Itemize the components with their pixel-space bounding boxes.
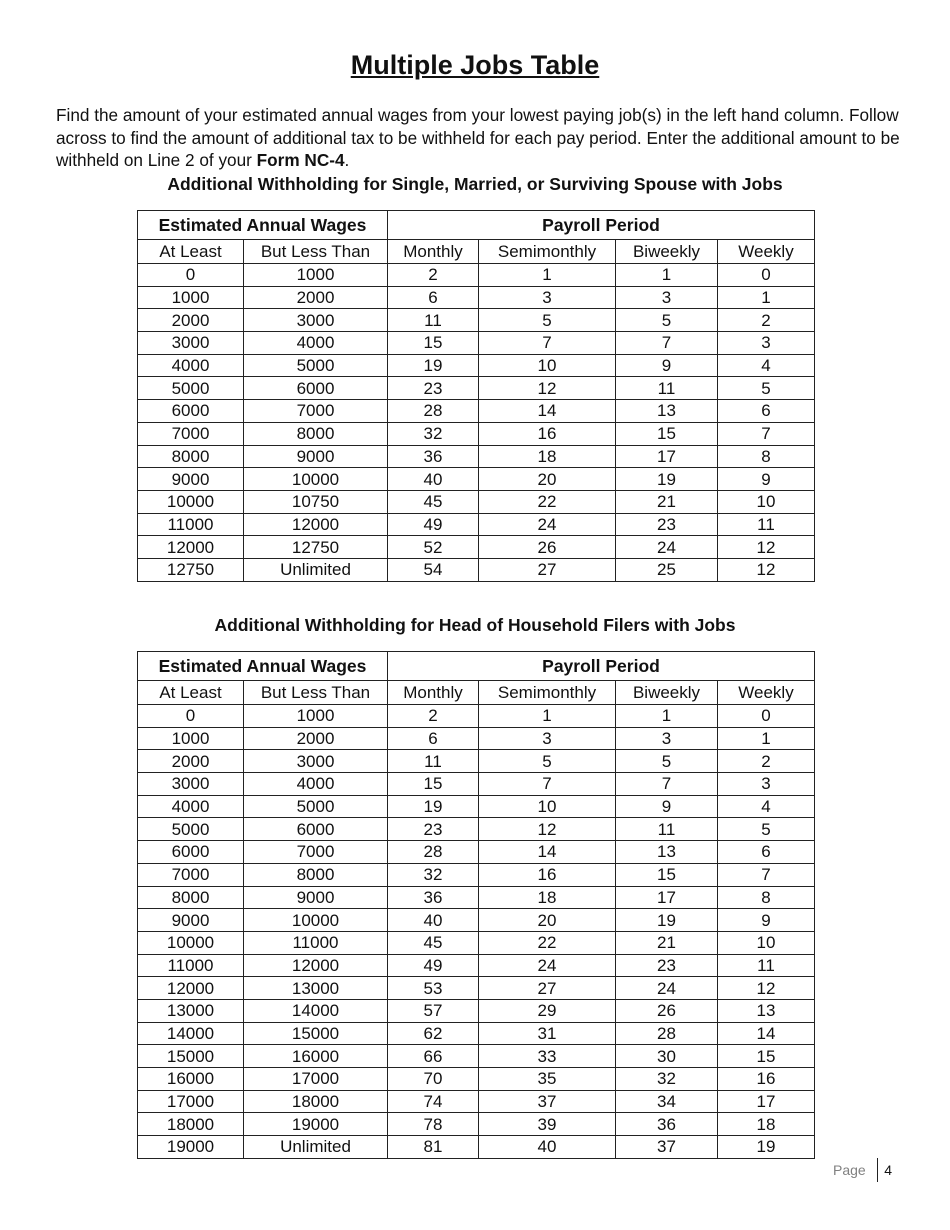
but-less-than-cell: 14000: [244, 999, 388, 1022]
but-less-than-cell: 19000: [244, 1113, 388, 1136]
estimated-annual-wages-header: Estimated Annual Wages: [138, 652, 388, 681]
group-header-row: [138, 652, 815, 681]
table-row: [138, 286, 815, 309]
semimonthly-cell: 12: [479, 377, 616, 400]
semimonthly-cell: 10: [479, 795, 616, 818]
but-less-than-cell: 3000: [244, 750, 388, 773]
but-less-than-cell: 9000: [244, 445, 388, 468]
but-less-than-cell: 5000: [244, 354, 388, 377]
but-less-than-cell: 12000: [244, 513, 388, 536]
table-row: [138, 841, 815, 864]
table-row: [138, 1136, 815, 1159]
monthly-cell: 2: [388, 264, 479, 287]
biweekly-cell: 36: [616, 1113, 718, 1136]
weekly-cell: 9: [718, 468, 815, 491]
semimonthly-cell: 26: [479, 536, 616, 559]
monthly-cell: 23: [388, 818, 479, 841]
column-header-biweekly: Biweekly: [616, 240, 718, 264]
table-row: [138, 795, 815, 818]
semimonthly-cell: 1: [479, 264, 616, 287]
but-less-than-cell: 12750: [244, 536, 388, 559]
at-least-cell: 5000: [138, 818, 244, 841]
but-less-than-cell: 17000: [244, 1068, 388, 1091]
weekly-cell: 3: [718, 332, 815, 355]
at-least-cell: 1000: [138, 286, 244, 309]
column-header-monthly: Monthly: [388, 681, 479, 705]
monthly-cell: 57: [388, 999, 479, 1022]
weekly-cell: 2: [718, 309, 815, 332]
biweekly-cell: 32: [616, 1068, 718, 1091]
table-row: [138, 999, 815, 1022]
single-married-withholding-table: [137, 210, 815, 582]
at-least-cell: 18000: [138, 1113, 244, 1136]
weekly-cell: 4: [718, 354, 815, 377]
page-divider: [877, 1158, 879, 1182]
monthly-cell: 66: [388, 1045, 479, 1068]
biweekly-cell: 5: [616, 309, 718, 332]
intro-text: Find the amount of your estimated annual wages from your lowest paying job(s) in the left hand column. Follow across to find the amount of additional tax to be withheld for each pay period. Enter the additional amount to be withheld on Line 2 of your: [56, 105, 900, 171]
biweekly-cell: 1: [616, 264, 718, 287]
column-header-at-least: At Least: [138, 240, 244, 264]
biweekly-cell: 34: [616, 1090, 718, 1113]
table-row: [138, 264, 815, 287]
weekly-cell: 7: [718, 422, 815, 445]
table-row: [138, 931, 815, 954]
semimonthly-cell: 20: [479, 468, 616, 491]
semimonthly-cell: 7: [479, 332, 616, 355]
table-row: [138, 909, 815, 932]
at-least-cell: 12000: [138, 536, 244, 559]
monthly-cell: 36: [388, 886, 479, 909]
table-row: [138, 705, 815, 728]
biweekly-cell: 9: [616, 795, 718, 818]
weekly-cell: 8: [718, 445, 815, 468]
but-less-than-cell: 6000: [244, 377, 388, 400]
but-less-than-cell: 1000: [244, 264, 388, 287]
monthly-cell: 11: [388, 309, 479, 332]
at-least-cell: 1000: [138, 727, 244, 750]
weekly-cell: 3: [718, 773, 815, 796]
semimonthly-cell: 35: [479, 1068, 616, 1091]
column-header-but-less-than: But Less Than: [244, 681, 388, 705]
biweekly-cell: 28: [616, 1022, 718, 1045]
column-header-weekly: Weekly: [718, 240, 815, 264]
biweekly-cell: 15: [616, 422, 718, 445]
weekly-cell: 12: [718, 558, 815, 581]
table-row: [138, 468, 815, 491]
monthly-cell: 81: [388, 1136, 479, 1159]
biweekly-cell: 11: [616, 377, 718, 400]
semimonthly-cell: 3: [479, 286, 616, 309]
semimonthly-cell: 7: [479, 773, 616, 796]
at-least-cell: 6000: [138, 400, 244, 423]
page-label: Page: [833, 1162, 866, 1178]
monthly-cell: 19: [388, 354, 479, 377]
weekly-cell: 4: [718, 795, 815, 818]
form-name: Form NC-4: [256, 150, 345, 171]
biweekly-cell: 24: [616, 536, 718, 559]
semimonthly-cell: 39: [479, 1113, 616, 1136]
column-header-row: [138, 681, 815, 705]
table-row: [138, 1113, 815, 1136]
semimonthly-cell: 16: [479, 422, 616, 445]
at-least-cell: 10000: [138, 490, 244, 513]
biweekly-cell: 1: [616, 705, 718, 728]
monthly-cell: 70: [388, 1068, 479, 1091]
but-less-than-cell: 12000: [244, 954, 388, 977]
weekly-cell: 8: [718, 886, 815, 909]
page-title: Multiple Jobs Table: [350, 50, 600, 80]
at-least-cell: 9000: [138, 909, 244, 932]
semimonthly-cell: 27: [479, 558, 616, 581]
at-least-cell: 3000: [138, 773, 244, 796]
table-row: [138, 422, 815, 445]
semimonthly-cell: 20: [479, 909, 616, 932]
but-less-than-cell: 4000: [244, 332, 388, 355]
at-least-cell: 8000: [138, 445, 244, 468]
but-less-than-cell: 2000: [244, 727, 388, 750]
weekly-cell: 7: [718, 863, 815, 886]
at-least-cell: 14000: [138, 1022, 244, 1045]
biweekly-cell: 15: [616, 863, 718, 886]
column-header-at-least: At Least: [138, 681, 244, 705]
but-less-than-cell: Unlimited: [244, 558, 388, 581]
weekly-cell: 11: [718, 513, 815, 536]
biweekly-cell: 25: [616, 558, 718, 581]
semimonthly-cell: 5: [479, 750, 616, 773]
weekly-cell: 5: [718, 377, 815, 400]
but-less-than-cell: 16000: [244, 1045, 388, 1068]
semimonthly-cell: 12: [479, 818, 616, 841]
at-least-cell: 7000: [138, 422, 244, 445]
monthly-cell: 36: [388, 445, 479, 468]
monthly-cell: 49: [388, 513, 479, 536]
weekly-cell: 17: [718, 1090, 815, 1113]
weekly-cell: 10: [718, 931, 815, 954]
monthly-cell: 28: [388, 841, 479, 864]
weekly-cell: 0: [718, 264, 815, 287]
monthly-cell: 23: [388, 377, 479, 400]
semimonthly-cell: 18: [479, 445, 616, 468]
but-less-than-cell: 8000: [244, 422, 388, 445]
table-row: [138, 977, 815, 1000]
at-least-cell: 8000: [138, 886, 244, 909]
but-less-than-cell: Unlimited: [244, 1136, 388, 1159]
table-row: [138, 354, 815, 377]
weekly-cell: 12: [718, 977, 815, 1000]
monthly-cell: 54: [388, 558, 479, 581]
at-least-cell: 15000: [138, 1045, 244, 1068]
semimonthly-cell: 27: [479, 977, 616, 1000]
semimonthly-cell: 33: [479, 1045, 616, 1068]
column-header-semimonthly: Semimonthly: [479, 240, 616, 264]
group-header-row: [138, 211, 815, 240]
column-header-but-less-than: But Less Than: [244, 240, 388, 264]
at-least-cell: 3000: [138, 332, 244, 355]
at-least-cell: 4000: [138, 795, 244, 818]
head-of-household-withholding-table: [137, 651, 815, 1159]
table-row: [138, 490, 815, 513]
monthly-cell: 28: [388, 400, 479, 423]
weekly-cell: 12: [718, 536, 815, 559]
semimonthly-cell: 40: [479, 1136, 616, 1159]
monthly-cell: 6: [388, 727, 479, 750]
biweekly-cell: 17: [616, 886, 718, 909]
weekly-cell: 0: [718, 705, 815, 728]
column-header-row: [138, 240, 815, 264]
biweekly-cell: 26: [616, 999, 718, 1022]
biweekly-cell: 21: [616, 931, 718, 954]
monthly-cell: 19: [388, 795, 479, 818]
table-row: [138, 1045, 815, 1068]
biweekly-cell: 3: [616, 286, 718, 309]
semimonthly-cell: 29: [479, 999, 616, 1022]
biweekly-cell: 13: [616, 400, 718, 423]
but-less-than-cell: 15000: [244, 1022, 388, 1045]
at-least-cell: 2000: [138, 750, 244, 773]
monthly-cell: 53: [388, 977, 479, 1000]
but-less-than-cell: 4000: [244, 773, 388, 796]
at-least-cell: 12750: [138, 558, 244, 581]
table-row: [138, 377, 815, 400]
monthly-cell: 32: [388, 422, 479, 445]
column-header-monthly: Monthly: [388, 240, 479, 264]
biweekly-cell: 21: [616, 490, 718, 513]
monthly-cell: 45: [388, 931, 479, 954]
semimonthly-cell: 22: [479, 490, 616, 513]
but-less-than-cell: 7000: [244, 841, 388, 864]
semimonthly-cell: 31: [479, 1022, 616, 1045]
weekly-cell: 1: [718, 286, 815, 309]
monthly-cell: 74: [388, 1090, 479, 1113]
monthly-cell: 15: [388, 773, 479, 796]
biweekly-cell: 24: [616, 977, 718, 1000]
table-row: [138, 773, 815, 796]
biweekly-cell: 23: [616, 513, 718, 536]
semimonthly-cell: 16: [479, 863, 616, 886]
but-less-than-cell: 11000: [244, 931, 388, 954]
semimonthly-cell: 5: [479, 309, 616, 332]
table-row: [138, 309, 815, 332]
at-least-cell: 0: [138, 264, 244, 287]
table-row: [138, 1022, 815, 1045]
weekly-cell: 18: [718, 1113, 815, 1136]
table-row: [138, 750, 815, 773]
biweekly-cell: 23: [616, 954, 718, 977]
table-row: [138, 332, 815, 355]
column-header-biweekly: Biweekly: [616, 681, 718, 705]
weekly-cell: 6: [718, 841, 815, 864]
weekly-cell: 10: [718, 490, 815, 513]
page-number: 4: [884, 1162, 892, 1178]
intro-paragraph: [56, 104, 906, 172]
but-less-than-cell: 2000: [244, 286, 388, 309]
semimonthly-cell: 10: [479, 354, 616, 377]
table-row: [138, 513, 815, 536]
monthly-cell: 11: [388, 750, 479, 773]
table-row: [138, 886, 815, 909]
semimonthly-cell: 14: [479, 841, 616, 864]
monthly-cell: 32: [388, 863, 479, 886]
monthly-cell: 78: [388, 1113, 479, 1136]
but-less-than-cell: 5000: [244, 795, 388, 818]
but-less-than-cell: 3000: [244, 309, 388, 332]
monthly-cell: 2: [388, 705, 479, 728]
payroll-period-header: Payroll Period: [388, 652, 815, 681]
monthly-cell: 15: [388, 332, 479, 355]
at-least-cell: 19000: [138, 1136, 244, 1159]
table-row: [138, 818, 815, 841]
but-less-than-cell: 6000: [244, 818, 388, 841]
but-less-than-cell: 10750: [244, 490, 388, 513]
table-body: [138, 705, 815, 1159]
semimonthly-cell: 18: [479, 886, 616, 909]
at-least-cell: 17000: [138, 1090, 244, 1113]
payroll-period-header: Payroll Period: [388, 211, 815, 240]
at-least-cell: 7000: [138, 863, 244, 886]
table-row: [138, 1068, 815, 1091]
biweekly-cell: 11: [616, 818, 718, 841]
biweekly-cell: 17: [616, 445, 718, 468]
weekly-cell: 16: [718, 1068, 815, 1091]
biweekly-cell: 19: [616, 909, 718, 932]
monthly-cell: 6: [388, 286, 479, 309]
at-least-cell: 11000: [138, 513, 244, 536]
at-least-cell: 6000: [138, 841, 244, 864]
table-row: [138, 1090, 815, 1113]
table-row: [138, 727, 815, 750]
semimonthly-cell: 24: [479, 954, 616, 977]
table-row: [138, 863, 815, 886]
biweekly-cell: 30: [616, 1045, 718, 1068]
biweekly-cell: 37: [616, 1136, 718, 1159]
at-least-cell: 13000: [138, 999, 244, 1022]
monthly-cell: 40: [388, 468, 479, 491]
weekly-cell: 19: [718, 1136, 815, 1159]
semimonthly-cell: 14: [479, 400, 616, 423]
but-less-than-cell: 1000: [244, 705, 388, 728]
biweekly-cell: 7: [616, 773, 718, 796]
monthly-cell: 45: [388, 490, 479, 513]
semimonthly-cell: 37: [479, 1090, 616, 1113]
but-less-than-cell: 10000: [244, 468, 388, 491]
weekly-cell: 13: [718, 999, 815, 1022]
at-least-cell: 11000: [138, 954, 244, 977]
at-least-cell: 5000: [138, 377, 244, 400]
weekly-cell: 1: [718, 727, 815, 750]
but-less-than-cell: 10000: [244, 909, 388, 932]
biweekly-cell: 9: [616, 354, 718, 377]
monthly-cell: 49: [388, 954, 479, 977]
weekly-cell: 14: [718, 1022, 815, 1045]
weekly-cell: 15: [718, 1045, 815, 1068]
but-less-than-cell: 13000: [244, 977, 388, 1000]
at-least-cell: 2000: [138, 309, 244, 332]
column-header-semimonthly: Semimonthly: [479, 681, 616, 705]
at-least-cell: 12000: [138, 977, 244, 1000]
weekly-cell: 11: [718, 954, 815, 977]
monthly-cell: 62: [388, 1022, 479, 1045]
weekly-cell: 6: [718, 400, 815, 423]
table-body: [138, 264, 815, 582]
at-least-cell: 0: [138, 705, 244, 728]
column-header-weekly: Weekly: [718, 681, 815, 705]
but-less-than-cell: 7000: [244, 400, 388, 423]
semimonthly-cell: 3: [479, 727, 616, 750]
biweekly-cell: 3: [616, 727, 718, 750]
semimonthly-cell: 22: [479, 931, 616, 954]
head-of-household-table-heading: Additional Withholding for Head of Household Filers with Jobs: [214, 615, 736, 635]
but-less-than-cell: 9000: [244, 886, 388, 909]
semimonthly-cell: 1: [479, 705, 616, 728]
monthly-cell: 40: [388, 909, 479, 932]
estimated-annual-wages-header: Estimated Annual Wages: [138, 211, 388, 240]
table-row: [138, 445, 815, 468]
table-row: [138, 558, 815, 581]
at-least-cell: 16000: [138, 1068, 244, 1091]
biweekly-cell: 19: [616, 468, 718, 491]
at-least-cell: 4000: [138, 354, 244, 377]
weekly-cell: 2: [718, 750, 815, 773]
weekly-cell: 5: [718, 818, 815, 841]
at-least-cell: 10000: [138, 931, 244, 954]
monthly-cell: 52: [388, 536, 479, 559]
intro-text-end: .: [344, 150, 350, 171]
but-less-than-cell: 18000: [244, 1090, 388, 1113]
page-footer: [833, 1158, 892, 1182]
but-less-than-cell: 8000: [244, 863, 388, 886]
weekly-cell: 9: [718, 909, 815, 932]
biweekly-cell: 13: [616, 841, 718, 864]
semimonthly-cell: 24: [479, 513, 616, 536]
table-row: [138, 400, 815, 423]
single-married-table-heading: Additional Withholding for Single, Married, or Surviving Spouse with Jobs: [167, 174, 783, 194]
biweekly-cell: 5: [616, 750, 718, 773]
biweekly-cell: 7: [616, 332, 718, 355]
table-row: [138, 536, 815, 559]
table-row: [138, 954, 815, 977]
at-least-cell: 9000: [138, 468, 244, 491]
